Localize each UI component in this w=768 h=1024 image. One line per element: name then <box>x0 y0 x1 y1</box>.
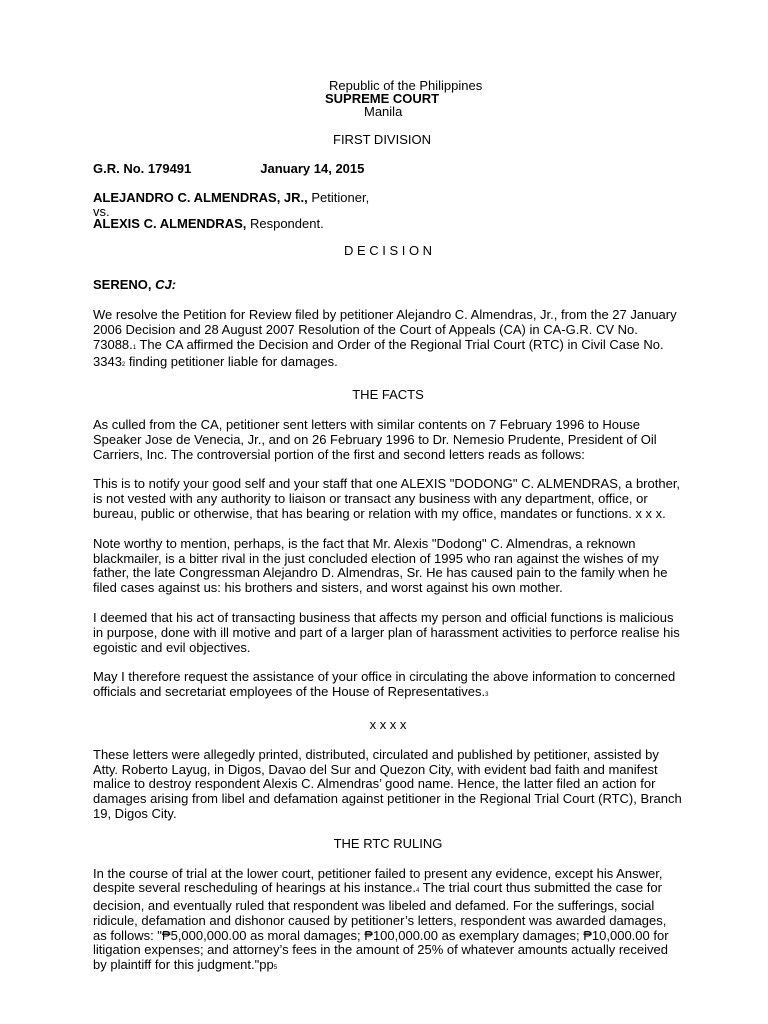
ponente <box>93 278 683 293</box>
quoted-letter-3: I deemed that his act of transacting business that affects my person and official functions is malicious in purpose, done with ill motive and part of a larger plan of harassment activities to perforce realise his egoistic and evil objectives. <box>93 609 680 655</box>
facts-heading: THE FACTS <box>352 387 424 403</box>
footnote-ref-4[interactable]: 4 <box>416 888 420 895</box>
ellipsis-marker: x x x x <box>369 716 407 732</box>
quoted-letter-4: May I therefore request the assistance of your office in circulating the above information to concerned officials and secretariat employees of the House of Representatives.3 <box>93 669 676 700</box>
petitioner-role: Petitioner, <box>307 189 370 205</box>
respondent-role: Respondent. <box>246 215 324 231</box>
case-date: January 14, 2015 <box>260 161 365 176</box>
versus: vs. <box>93 203 110 219</box>
respondent-line <box>93 217 683 232</box>
republic-line: Republic of the Philippines <box>329 78 483 93</box>
footnote-ref-5[interactable]: 5 <box>273 965 278 972</box>
court-name: SUPREME COURT <box>325 91 440 106</box>
paragraph-intro: We resolve the Petition for Review filed by petitioner Alejandro C. Almendras, Jr., from the 27 January 2006 Decision and 28 August 2007 Resolution of the Court of Appeals (CA) in CA-G.R. CV No. 73088.1 The CA affirmed the Decision and Order of the Regional Trial Court (RTC) in Civil Case No. 33432 finding petitioner liable for damages. <box>93 306 677 370</box>
footnote-ref-3[interactable]: 3 <box>485 692 489 699</box>
paragraph-facts: As culled from the CA, petitioner sent letters with similar contents on 7 February 1996 to House Speaker Jose de Venecia, Jr., and on 26 February 1996 to Dr. Nemesio Prudente, President of Oil Carriers, Inc. The controversial portion of the first and second letters reads as follows: <box>93 416 657 462</box>
rtc-ruling-heading: THE RTC RULING <box>333 835 443 851</box>
ponente-title: CJ: <box>151 277 177 293</box>
court-header <box>93 78 683 147</box>
paragraph-letters-published: These letters were allegedly printed, distributed, circulated and published by petitioner, assisted by Atty. Roberto Layug, in Digos, Davao del Sur and Quezon City, with evident bad faith and manifest malice to destroy respondent Alexis C. Almendras’ good name. Hence, the latter filed an action for damages arising from libel and defamation against petitioner in the Regional Trial Court (RTC), Branch 19, Digos City. <box>93 746 682 821</box>
footnote-ref-1[interactable]: 1 <box>132 344 137 351</box>
court-city: Manila <box>364 104 403 119</box>
respondent-name: ALEXIS C. ALMENDRAS, <box>93 215 247 231</box>
petitioner-name: ALEJANDRO C. ALMENDRAS, JR., <box>93 189 308 205</box>
case-number-line <box>93 162 683 177</box>
case-parties <box>93 191 683 232</box>
gr-number: G.R. No. 179491 <box>93 161 192 176</box>
decision-document <box>93 79 683 991</box>
footnote-ref-2[interactable]: 2 <box>121 362 126 369</box>
quoted-letter-2: Note worthy to mention, perhaps, is the fact that Mr. Alexis "Dodong" C. Almendras, a reknown blackmailer, is a bitter rival in the just concluded election of 1995 who ran against the wishes of my father, the late Congressman Alejandro D. Almendras, Sr. He has caused pain to the family when he filed cases against us: his brothers and sisters, and worst against his own mother. <box>93 535 668 596</box>
petitioner-line <box>93 191 683 206</box>
paragraph-rtc-ruling: In the course of trial at the lower court, petitioner failed to present any evidence, except his Answer, despite several rescheduling of hearings at his instance.4 The trial court thus submitted the case for decision, and eventually ruled that respondent was libeled and defamed. For the sufferings, social ridicule, defamation and dishonor caused by petitioner’s letters, respondent was awarded damages, as follows: "₱5,000,000.00 as moral damages; ₱100,000.00 as exemplary damages; ₱10,000.00 for litigation expenses; and attorney’s fees in the amount of 25% of whatever amounts actually received by plaintiff for this judgment."pp5 <box>93 865 669 973</box>
quoted-letter-1: This is to notify your good self and your staff that one ALEXIS "DODONG" C. ALMENDRAS, a brother, is not vested with any authority to liaison or transact any business with any department, office, or bureau, public or otherwise, that has bearing or relation with my office, mandates or functions. x x x. <box>93 476 681 521</box>
division-name: FIRST DIVISION <box>333 132 431 147</box>
decision-heading: D E C I S I O N <box>343 243 433 259</box>
ponente-name: SERENO, <box>93 277 152 293</box>
